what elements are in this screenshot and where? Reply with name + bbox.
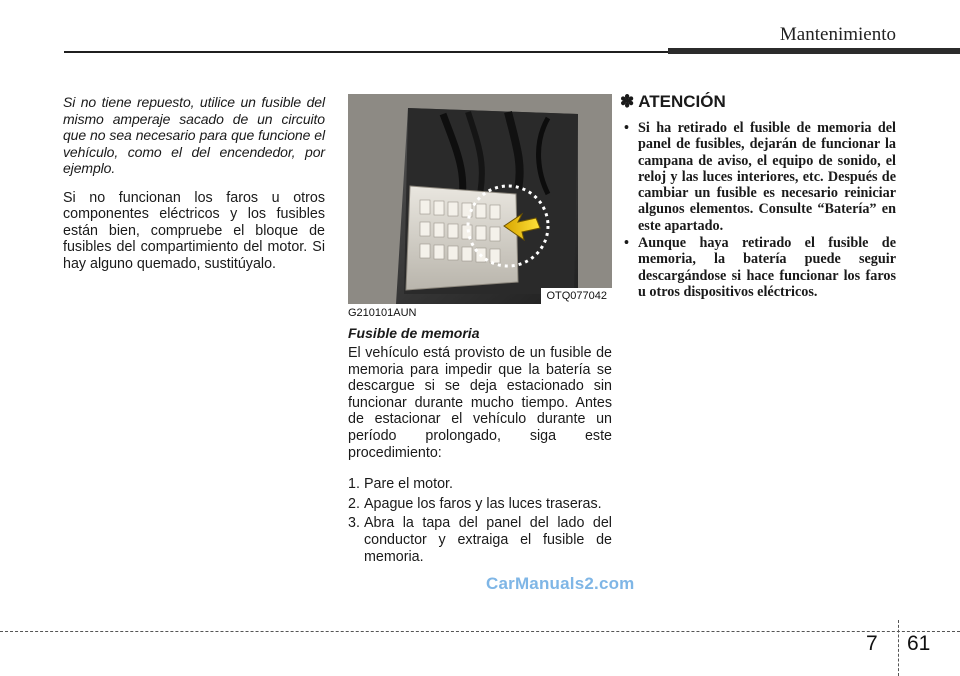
chapter-number: 7 (866, 632, 878, 655)
header-rule-bold (668, 48, 960, 54)
asterisk-icon: ✽ (620, 92, 635, 111)
column-left (63, 94, 325, 272)
attention-heading (620, 92, 896, 112)
footer-rule (0, 631, 960, 632)
memory-fuse-paragraph: El vehículo está provisto de un fusible de memoria para impedir que la batería se descargue si se deja estacionado sin funcionar durante mucho tiempo. Antes de estacionar el vehículo durante un período prolongado, siga este procedimiento: (348, 345, 612, 461)
page-number: 61 (907, 632, 931, 655)
procedure-steps (348, 476, 612, 565)
attention-item-text: Si ha retirado el fusible de memoria del panel de fusibles, dejarán de funcionar la campana de aviso, el equipo de sonido, el reloj y las luces interiores, etc. Después de cambiar un fusible es necesario reiniciar algunos elementos. Consulte “Batería” en este apartado. (638, 120, 896, 234)
fuse-panel-photo (348, 94, 612, 304)
document-code: G210101AUN (348, 307, 417, 319)
procedure-step (348, 496, 612, 513)
step-number: 3. (348, 515, 360, 532)
procedure-step (348, 515, 612, 565)
step-number: 2. (348, 495, 360, 512)
spare-fuse-note: Si no tiene repuesto, utilice un fusible del mismo amperaje sacado de un circuito que no sea necesario para que funcione el vehículo, como el del encendedor, por ejemplo. (63, 94, 325, 176)
engine-fuse-paragraph: Si no funcionan los faros u otros componentes eléctricos y los fusibles están bien, compruebe el bloque de fusibles del compartimiento del motor. Si hay alguno quemado, sustitúyalo. (63, 189, 325, 272)
photo-code: OTQ077042 (541, 288, 612, 304)
watermark-link[interactable]: CarManuals2.com (486, 574, 635, 593)
attention-list (620, 120, 896, 300)
bullet-icon: • (624, 235, 629, 252)
procedure-step (348, 476, 612, 493)
header-rule (64, 51, 670, 53)
step-number: 1. (348, 476, 360, 493)
attention-title: ATENCIÓN (638, 92, 726, 111)
step-text: Abra la tapa del panel del lado del conductor y extraiga el fusible de memoria. (364, 515, 612, 565)
column-middle (348, 307, 612, 568)
attention-item (620, 120, 896, 234)
section-title: Mantenimiento (779, 24, 896, 45)
attention-item-text: Aunque haya retirado el fusible de memoria, la batería puede seguir descargándose si hace funcionar los faros u otros dispositivos eléctricos. (638, 235, 896, 300)
step-text: Pare el motor. (364, 476, 453, 493)
column-right (620, 92, 896, 301)
fuse-panel-illustration (348, 94, 612, 304)
step-text: Apague los faros y las luces traseras. (364, 495, 602, 512)
bullet-icon: • (624, 120, 629, 136)
memory-fuse-heading: Fusible de memoria (348, 325, 480, 341)
attention-item (620, 235, 896, 300)
page-number-divider (898, 620, 899, 676)
